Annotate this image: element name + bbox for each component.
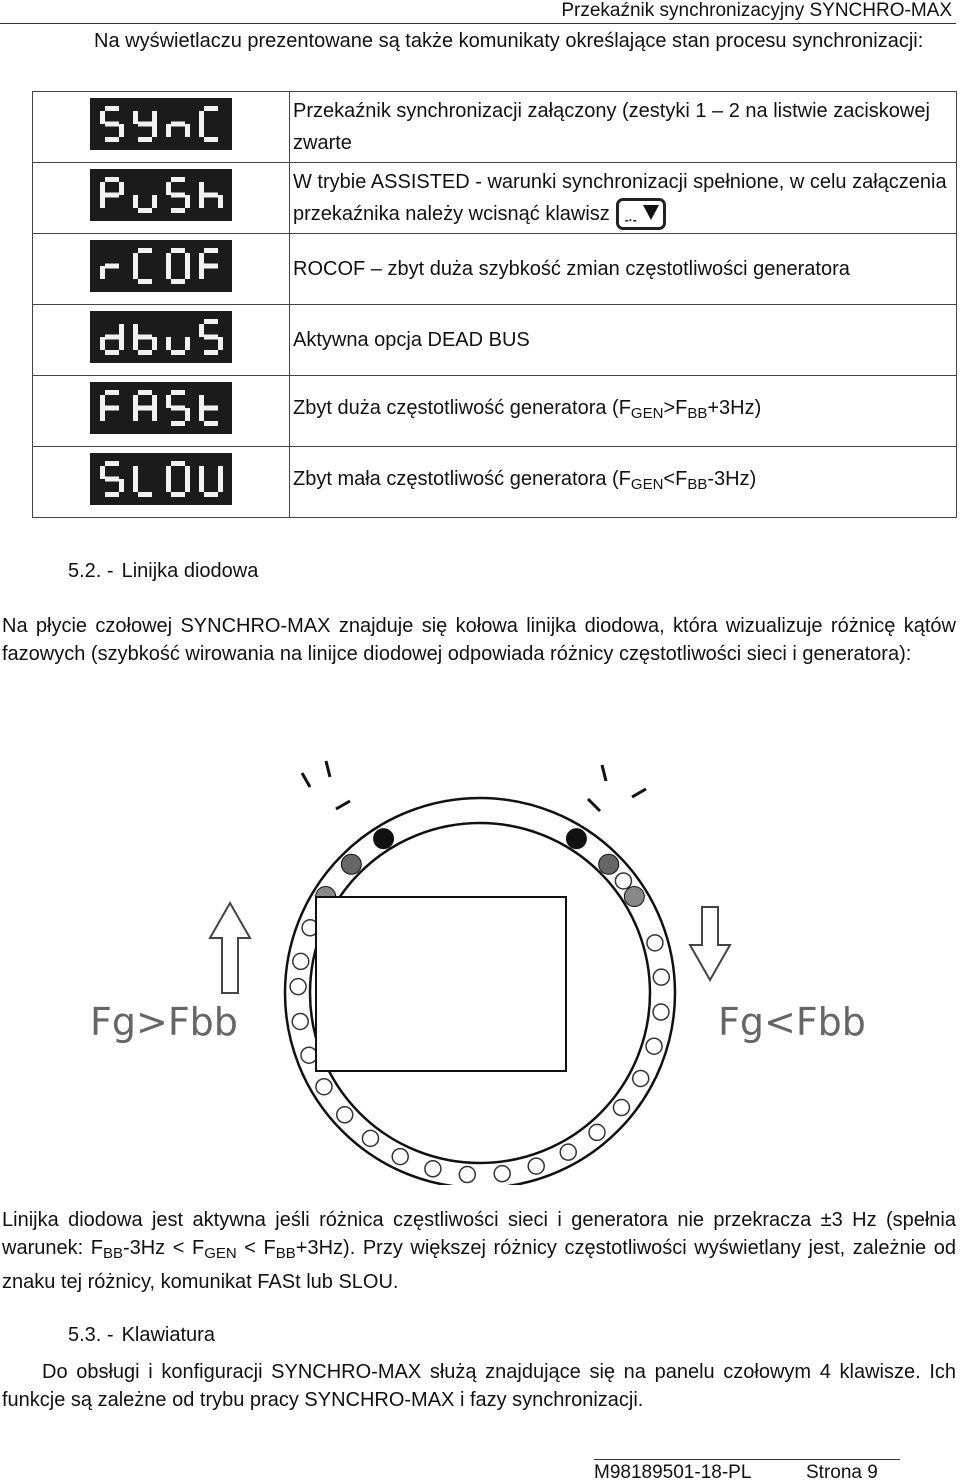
lcd-display-slou: [90, 453, 232, 505]
led-lit: [374, 829, 394, 849]
label-fg-lt-fbb: Fg<Fbb: [718, 1000, 866, 1044]
led-lit: [624, 887, 644, 907]
lcd-segment: [119, 324, 124, 337]
lcd-segment: [100, 111, 105, 124]
lcd-segment: [100, 182, 105, 195]
lcd-sync-svg: [90, 98, 232, 150]
lcd-segment: [152, 337, 157, 350]
lcd-segment: [119, 479, 124, 492]
lcd-segment: [199, 111, 204, 124]
table-row: [33, 163, 957, 234]
message-desc: Przekaźnik synchronizacji załączony (zestyki 1 – 2 na listwie zaciskowej zwarte: [290, 92, 957, 163]
led-off: [560, 1144, 576, 1160]
led-off: [362, 1130, 378, 1146]
lcd-segment: [199, 479, 204, 492]
lcd-segment: [133, 111, 138, 124]
lcd-segment: [166, 182, 171, 195]
message-desc: Zbyt duża częstotliwość generatora $(F_{GEN}>F_{BB}+3Hz)$: [290, 376, 957, 447]
lcd-display-sync: [90, 98, 232, 150]
lcd-segment: [199, 253, 204, 266]
lcd-segment: [100, 466, 105, 479]
lcd-segment: [204, 492, 218, 497]
section-heading-5-3: 5.3. - Klawiatura: [68, 1324, 215, 1346]
paragraph-led-active: Linijka diodowa jest aktywna jeśli różnica częstliwości sieci i generatora nie przekracza ±3 Hz (spełnia warunek: $F_{BB}-3Hz < F_{GEN} < F_{BB}+3Hz$). Przy większej różnicy częstotliwości wyświetlany jest, zależnie od znaku tej różnicy, komunikat FASt lub SLOU.: [2, 1209, 956, 1293]
lcd-segment: [171, 492, 185, 497]
led-off: [613, 1100, 629, 1116]
intro-paragraph: Na wyświetlaczu prezentowane są także komunikaty określające stan procesu synchronizacji:: [94, 30, 924, 52]
lcd-segment: [166, 124, 171, 137]
lcd-segment: [185, 479, 190, 492]
page-header: Przekaźnik synchronizacyjny SYNCHRO-MAX: [561, 0, 952, 21]
led-off: [392, 1149, 408, 1165]
lcd-segment: [185, 337, 190, 350]
lcd-segment: [166, 266, 171, 279]
lcd-segment: [204, 137, 218, 142]
lcd-segment: [105, 350, 119, 355]
lcd-segment: [105, 492, 119, 497]
table-row: [33, 376, 957, 447]
message-desc: ROCOF – zbyt duża szybkość zmian częstotliwości generatora: [290, 234, 957, 305]
section-heading-5-2: 5.2. - Linijka diodowa: [68, 560, 259, 582]
lcd-segment: [152, 395, 157, 408]
led-ring-figure: [80, 725, 880, 1185]
lcd-segment: [105, 193, 119, 198]
key-down-icon: -·-: [616, 198, 666, 230]
lcd-segment: [204, 248, 218, 253]
lcd-segment: [105, 390, 119, 395]
led-off: [633, 1070, 649, 1086]
led-off: [653, 1004, 669, 1020]
led-off: [301, 1047, 317, 1063]
lcd-segment: [105, 461, 119, 466]
lcd-segment: [185, 253, 190, 266]
lcd-segment: [105, 477, 119, 482]
message-desc: Aktywna opcja DEAD BUS: [290, 305, 957, 376]
lcd-segment: [166, 253, 171, 266]
lcd-segment: [204, 350, 218, 355]
lcd-segment: [133, 466, 138, 479]
lcd-segment: [204, 106, 218, 111]
lcd-segment: [138, 406, 152, 411]
led-off: [293, 953, 309, 969]
lcd-segment: [199, 395, 204, 408]
lcd-segment: [119, 182, 124, 195]
lcd-segment: [133, 195, 138, 208]
lcd-segment: [171, 208, 185, 213]
lcd-segment: [105, 106, 119, 111]
lcd-segment: [138, 208, 152, 213]
lcd-segment: [133, 324, 138, 337]
lcd-slou-svg: [90, 453, 232, 505]
led-lit: [599, 854, 619, 874]
lcd-segment: [171, 421, 185, 426]
lcd-segment: [166, 395, 171, 408]
lcd-segment: [166, 479, 171, 492]
lcd-fast-svg: [90, 382, 232, 434]
lcd-segment: [204, 264, 218, 269]
lcd-segment: [171, 350, 185, 355]
lcd-segment: [105, 177, 119, 182]
lcd-segment: [199, 408, 204, 421]
led-lit: [566, 829, 586, 849]
lcd-push-svg: [90, 169, 232, 221]
lcd-segment: [218, 479, 223, 492]
lcd-dbus-svg: [90, 311, 232, 363]
lcd-rcof-svg: [90, 240, 232, 292]
paragraph-5-3: Do obsługi i konfiguracji SYNCHRO-MAX służą znajdujące się na panelu czołowym 4 klawisze. Ich funkcje są zależne od trybu pracy SYNCHRO-MAX i fazy synchronizacji.: [2, 1361, 956, 1411]
led-off: [589, 1124, 605, 1140]
lcd-segment: [138, 492, 152, 497]
lcd-display-rcof: [90, 240, 232, 292]
led-off: [292, 1013, 308, 1029]
led-off: [290, 979, 306, 995]
lcd-segment: [119, 337, 124, 350]
label-fg-gt-fbb: Fg>Fbb: [90, 1000, 238, 1044]
message-table: [32, 91, 957, 518]
lcd-segment: [138, 137, 152, 142]
lcd-segment: [185, 266, 190, 279]
lcd-display-dbus: [90, 311, 232, 363]
paragraph-5-2: Na płycie czołowej SYNCHRO-MAX znajduje się kołowa linijka diodowa, która wizualizuje różnicę kątów fazowych (szybkość wirowania na linijce diodowej odpowiada różnicy częstotliwości sieci i generatora):: [2, 615, 956, 665]
lcd-segment: [166, 337, 171, 350]
lcd-segment: [204, 406, 218, 411]
footer-rule: [594, 1459, 900, 1460]
lcd-segment: [138, 350, 152, 355]
lcd-segment: [171, 122, 185, 127]
led-off: [316, 1079, 332, 1095]
led-off: [615, 873, 631, 889]
led-off: [494, 1166, 510, 1182]
footer-page-number: Strona 9: [806, 1462, 878, 1483]
lcd-segment: [185, 195, 190, 208]
lcd-segment: [199, 266, 204, 279]
lcd-segment: [199, 182, 204, 195]
table-row: [33, 447, 957, 518]
led-lit: [341, 854, 361, 874]
lcd-segment: [133, 408, 138, 421]
ray-marks-left: [302, 761, 350, 809]
led-off: [528, 1158, 544, 1174]
ray-marks-right: [588, 765, 646, 811]
lcd-segment: [185, 408, 190, 421]
lcd-segment: [152, 111, 157, 124]
lcd-segment: [218, 337, 223, 350]
lcd-segment: [204, 319, 218, 324]
lcd-segment: [100, 266, 105, 279]
lcd-segment: [199, 466, 204, 479]
led-off: [337, 1107, 353, 1123]
table-row: [33, 92, 957, 163]
lcd-segment: [171, 406, 185, 411]
header-rule: [0, 23, 956, 24]
lcd-segment: [204, 421, 218, 426]
lcd-segment: [138, 390, 152, 395]
lcd-segment: [138, 279, 152, 284]
lcd-segment: [100, 195, 105, 208]
lcd-display-fast: [90, 382, 232, 434]
lcd-segment: [152, 124, 157, 137]
message-desc: W trybie ASSISTED - warunki synchronizacji spełnione, w celu załączenia przekaźnika należy wcisnąć klawisz -·-: [290, 163, 957, 234]
arrow-up-left-icon: [210, 903, 250, 993]
lcd-segment: [185, 124, 190, 137]
led-off: [647, 935, 663, 951]
center-display-rect: [316, 897, 566, 1071]
led-off: [646, 1038, 662, 1054]
led-off: [425, 1161, 441, 1177]
lcd-segment: [105, 122, 119, 127]
lcd-segment: [204, 335, 218, 340]
lcd-segment: [204, 193, 218, 198]
lcd-segment: [105, 137, 119, 142]
arrow-down-right-icon: [690, 907, 730, 980]
lcd-segment: [171, 248, 185, 253]
table-row: [33, 305, 957, 376]
lcd-segment: [105, 335, 119, 340]
lcd-segment: [218, 466, 223, 479]
lcd-segment: [100, 337, 105, 350]
lcd-segment: [152, 408, 157, 421]
lcd-segment: [199, 324, 204, 337]
lcd-segment: [171, 279, 185, 284]
lcd-segment: [171, 193, 185, 198]
footer-doc-number: M98189501-18-PL: [594, 1462, 752, 1483]
led-off: [459, 1167, 475, 1183]
lcd-segment: [171, 177, 185, 182]
lcd-segment: [133, 266, 138, 279]
lcd-segment: [133, 395, 138, 408]
lcd-segment: [152, 195, 157, 208]
lcd-segment: [133, 479, 138, 492]
lcd-segment: [138, 335, 152, 340]
lcd-segment: [138, 122, 152, 127]
lcd-segment: [185, 466, 190, 479]
lcd-segment: [199, 195, 204, 208]
lcd-segment: [218, 195, 223, 208]
lcd-segment: [100, 408, 105, 421]
lcd-segment: [105, 406, 119, 411]
table-row: [33, 234, 957, 305]
lcd-display-push: [90, 169, 232, 221]
lcd-segment: [119, 124, 124, 137]
lcd-segment: [105, 264, 119, 269]
lcd-segment: [171, 390, 185, 395]
lcd-segment: [100, 395, 105, 408]
message-desc: Zbyt mała częstotliwość generatora $(F_{GEN}<F_{BB}-3Hz)$: [290, 447, 957, 518]
led-off: [653, 969, 669, 985]
lcd-segment: [133, 337, 138, 350]
lcd-segment: [166, 466, 171, 479]
lcd-segment: [199, 124, 204, 137]
lcd-segment: [138, 248, 152, 253]
lcd-segment: [171, 461, 185, 466]
lcd-segment: [133, 253, 138, 266]
